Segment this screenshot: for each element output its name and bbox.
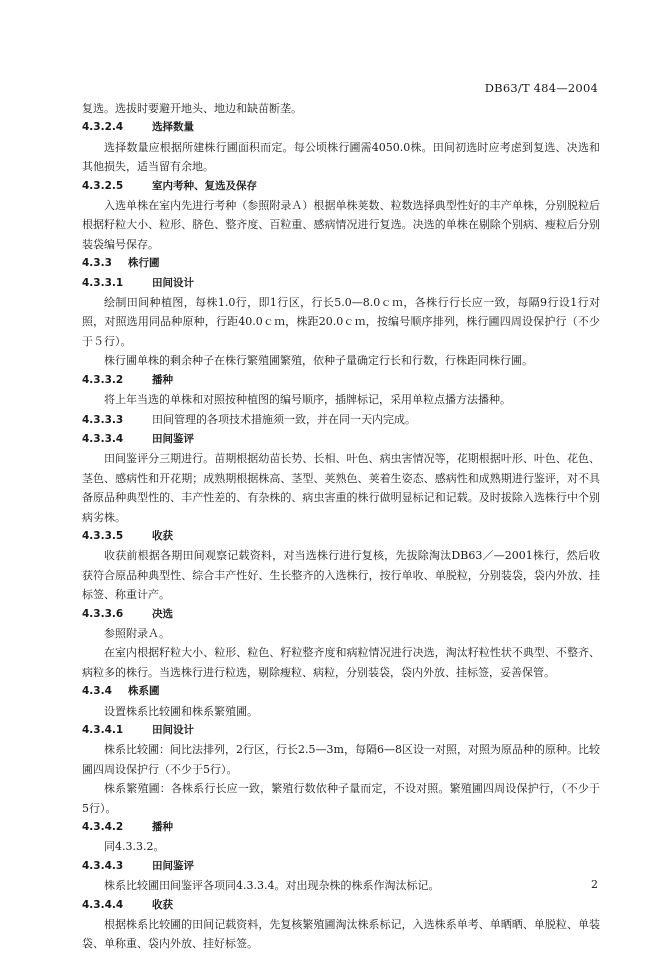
section-number: 4.3.4 [82, 685, 112, 698]
section-title: 田间鉴评 [152, 432, 194, 445]
section-number: 4.3.3.4 [82, 432, 124, 445]
section-title: 选择数量 [152, 121, 194, 134]
section-heading [82, 857, 600, 876]
section-heading [82, 430, 600, 449]
document-body [82, 99, 600, 954]
section-heading [82, 818, 600, 837]
document-code: DB63/T 484—2004 [484, 81, 598, 95]
clause-with-text [82, 410, 600, 430]
paragraph: 株系比较圃：间比法排列，2行区，行长2.5—3m，每隔6—8区设一对照，对照为原品种的原种。比较圃四周设保护行（不少于5行）。 [82, 743, 600, 776]
paragraph: 设置株系比较圃和株系繁殖圃。 [104, 704, 258, 718]
paragraph: 株系比较圃田间鉴评各项同4.3.3.4。对出现杂株的株系作淘汰标记。 [104, 879, 440, 893]
section-number: 4.3.2.4 [82, 121, 124, 134]
section-title: 播种 [152, 821, 173, 834]
section-title: 田间设计 [152, 276, 194, 289]
section-title: 田间设计 [152, 724, 194, 736]
section-heading [82, 721, 600, 740]
section-title: 播种 [152, 373, 173, 386]
section-heading [82, 177, 600, 196]
section-number: 4.3.4.3 [82, 859, 124, 872]
section-heading [82, 274, 600, 293]
section-number: 4.3.3.5 [82, 529, 124, 542]
section-number: 4.3.2.5 [82, 179, 124, 192]
paragraph: 田间鉴评分三期进行。苗期根据幼苗长势、长相、叶色、病虫害情况等，花期根据叶形、叶色、花色、茎色、感病性和开花期；成熟期根据株高、茎型、荚熟色、荚着生姿态、感病性和成熟期进行鉴评，对不具备原品种典型性的、丰产性差的、有杂株的、病虫害重的株行做明显标记和记载。及时拔除入选株行中个别病劣株。 [82, 452, 600, 524]
section-number: 4.3.3.2 [82, 373, 124, 386]
paragraph: 在室内根据籽粒大小、粒形、粒色、籽粒整齐度和病粒情况进行决选，淘汰籽粒性状不典型、不整齐、病粒多的株行。当选株行进行粒选，剔除瘦粒、病粒，分别装袋，袋内外放、挂标签，妥善保管。 [82, 646, 600, 679]
paragraph: 根据株系比较圃的田间记载资料，先复核繁殖圃淘汰株系标记，入选株系单考、单晒晒、单脱粒、单装袋、单称重、袋内外放、挂好标签。 [82, 918, 600, 951]
section-heading [82, 682, 600, 701]
section-number: 4.3.4.2 [82, 821, 124, 834]
section-heading [82, 605, 600, 624]
section-number: 4.3.3 [82, 257, 112, 270]
section-heading [82, 118, 600, 137]
paragraph: 将上年当选的单株和对照按种植图的编号顺序，插牌标记，采用单粒点播方法播种。 [104, 393, 511, 407]
section-heading [82, 527, 600, 546]
paragraph: 株系繁殖圃：各株系行长应一致，繁殖行数依种子量而定，不设对照。繁殖圃四周设保护行，（不少于5行）。 [82, 782, 600, 815]
paragraph: 收获前根据各期田间观察记载资料，对当选株行进行复核，先拔除淘汰DB63／—2001株行，然后收获符合原品种典型性、综合丰产性好、生长整齐的入选株行，按行单收、单脱粒，分别装袋，袋内外放、挂标签、称重计产。 [82, 549, 600, 602]
section-title: 室内考种、复选及保存 [152, 179, 257, 192]
section-title: 收获 [152, 898, 173, 911]
section-number: 4.3.4.4 [82, 898, 124, 911]
section-title: 收获 [152, 529, 173, 542]
paragraph: 同4.3.3.2。 [104, 840, 165, 854]
section-number: 4.3.3.1 [82, 276, 124, 289]
section-number: 4.3.3.3 [82, 413, 124, 426]
paragraph: 参照附录Ａ。 [104, 626, 170, 640]
paragraph: 入选单株在室内先进行考种（参照附录Ａ）根据单株荚数、粒数选择典型性好的丰产单株，分别脱粒后根据籽粒大小、粒形、脐色、整齐度、百粒重、感病情况进行复选。决选的单株在剔除个别病、瘦粒后分别装袋编号保存。 [82, 199, 600, 251]
section-heading [82, 371, 600, 390]
section-title: 株行圃 [128, 257, 160, 270]
section-heading [82, 254, 600, 273]
clause-text: 田间管理的各项技术措施须一致，并在同一天内完成。 [152, 412, 416, 426]
section-heading [82, 896, 600, 915]
section-title: 决选 [152, 607, 173, 620]
paragraph: 株行圃单株的剩余种子在株行繁殖圃繁殖，依种子量确定行长和行数，行株距同株行圃。 [104, 354, 533, 368]
section-title: 株系圃 [128, 685, 160, 698]
paragraph: 选择数量应根据所建株行圃面积而定。每公顷株行圃需4050.0株。田间初选时应考虑到复选、决选和其他损失，适当留有余地。 [82, 140, 600, 174]
paragraph: 复选。选拔时要避开地头、地边和缺苗断垄。 [82, 102, 302, 115]
section-title: 田间鉴评 [152, 859, 194, 872]
section-number: 4.3.3.6 [82, 607, 124, 620]
paragraph: 绘制田间种植图，每株1.0行，即1行区，行长5.0—8.0ｃｍ，各株行行长应一致，每隔9行设1行对照，对照选用同品种原种，行距40.0ｃｍ，株距20.0ｃｍ，按编号顺序排列，株行圃四周设保护行（不少于５行）。 [82, 296, 600, 348]
page-number: 2 [591, 878, 598, 891]
section-number: 4.3.4.1 [82, 724, 124, 736]
